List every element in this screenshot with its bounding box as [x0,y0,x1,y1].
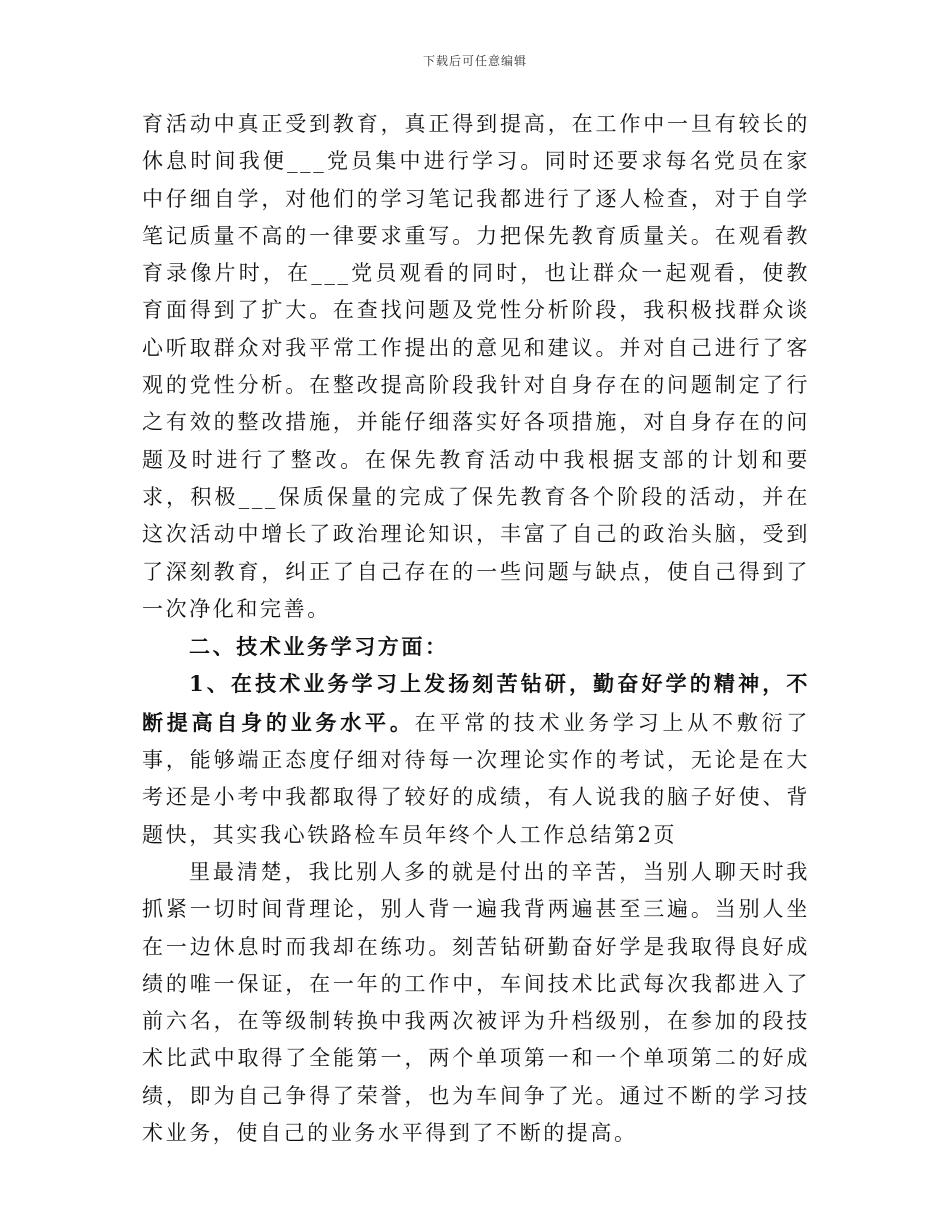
document-body [142,106,810,1152]
paragraph-results: 里最清楚，我比别人多的就是付出的辛苦，当别人聊天时我抓紧一切时间背理论，别人背一遍我背两遍甚至三遍。当别人坐在一边休息时而我却在练功。刻苦钻研勤奋好学是我取得良好成绩的唯一保证，在一年的工作中，车间技术比武每次我都进入了前六名，在等级制转换中我两次被评为升档级别，在参加的段技术比武中取得了全能第一，两个单项第一和一个单项第二的好成绩，即为自己争得了荣誉，也为车间争了光。通过不断的学习技术业务，使自己的业务水平得到了不断的提高。 [142,859,810,1146]
section-heading-technical-study: 二、技术业务学习方面： [189,634,449,660]
paragraph-party-education: 育活动中真正受到教育，真正得到提高，在工作中一旦有较长的休息时间我便___党员集中进行学习。同时还要求每名党员在家中仔细自学，对他们的学习笔记我都进行了逐人检查，对于自学笔记质量不高的一律要求重写。力把保先教育质量关。在观看教育录像片时，在___党员观看的同时，也让群众一起观看，使教育面得到了扩大。在查找问题及党性分析阶段，我积极找群众谈心听取群众对我平常工作提出的意见和建议。并对自己进行了客观的党性分析。在整改提高阶段我针对自身存在的问题制定了行之有效的整改措施，并能仔细落实好各项措施，对自身存在的问题及时进行了整改。在保先教育活动中我根据支部的计划和要求，积极___保质保量的完成了保先教育各个阶段的活动，并在这次活动中增长了政治理论知识，丰富了自己的政治头脑，受到了深刻教育，纠正了自己存在的一些问题与缺点，使自己得到了一次净化和完善。 [142,112,810,621]
page-header: 下载后可任意编辑 [422,54,527,68]
paragraph-technical-study [142,665,810,853]
paragraph-body-text: 在平常的技术业务学习上从不敷衍了事，能够端正态度仔细对待每一次理论实作的考试，无论是在大考还是小考中我都取得了较好的成绩，有人说我的脑子好使、背题快，其实我心铁路检车员年终个人工作总结第2页 [142,710,810,847]
paragraph-lead-bold: 1、在技术业务学习上发扬刻苦钻研，勤奋好学的精神，不断提高自身的业务水平。 [142,671,810,735]
